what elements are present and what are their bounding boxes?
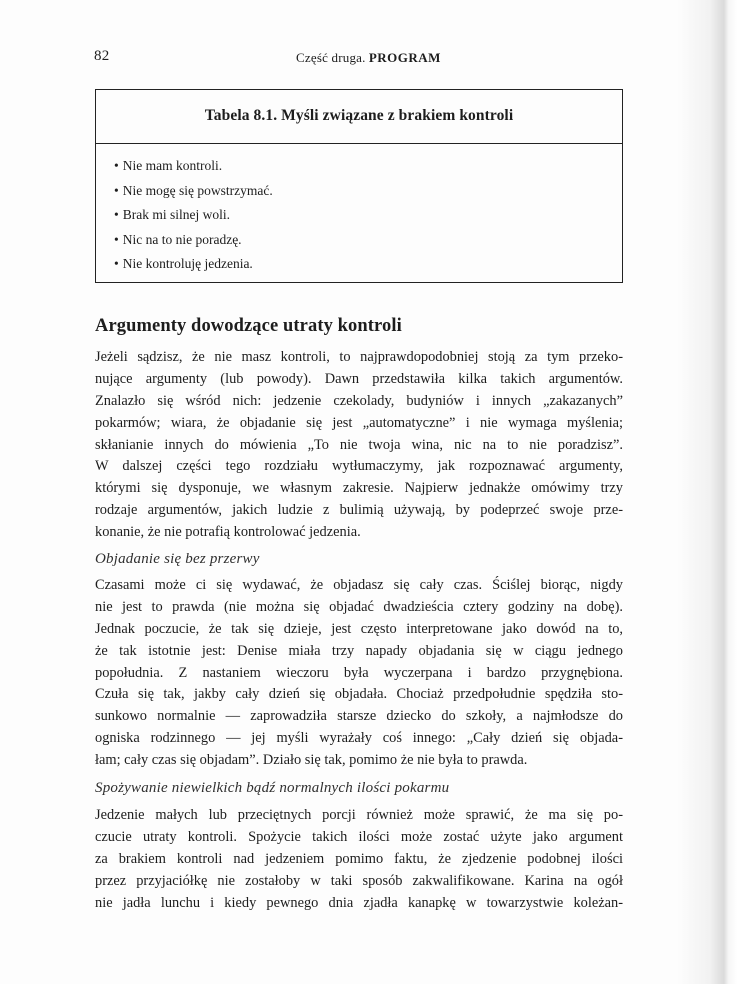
table-list-item: • Nic na to nie poradzę.	[114, 231, 242, 247]
table-caption: Tabela 8.1. Myśli związane z brakiem kontroli	[204, 107, 514, 124]
table-list	[114, 154, 273, 277]
subsection-heading: Objadanie się bez przerwy	[95, 551, 260, 567]
text-line: Znalazło się wśród nich: jedzenie czekolady, budyniów i innych „zakazanych”	[95, 392, 623, 409]
text-line: że tak istotnie jest: Denise miała trzy napady objadania się w ciągu jednego	[95, 642, 623, 659]
table-8-1	[95, 89, 623, 283]
text-line: rodzaje argumentów, jakich ludzie z bulimią używają, by podeprzeć swoje prze-	[95, 502, 623, 519]
text-line: skłanianie innych do mówienia „To nie twoja wina, nic na to nie poradzisz”.	[95, 436, 623, 453]
bullet-icon: •	[114, 207, 119, 222]
table-list-item: • Nie kontroluję jedzenia.	[114, 256, 253, 271]
text-line: nie jest to prawda (nie można się objadać dwadzieścia cztery godziny na dobę).	[95, 598, 623, 615]
running-head-title: PROGRAM	[368, 50, 441, 65]
bullet-icon: •	[114, 182, 119, 198]
table-list-item: • Nie mam kontroli.	[114, 158, 223, 173]
subsection-paragraph	[95, 575, 623, 772]
text-line: nujące argumenty (lub powody). Dawn przedstawiła kilka takich argumentów.	[95, 370, 623, 387]
text-line: przez przyjaciółkę nie zostałoby w taki sposób zakwalifikowane. Karina na ogół	[95, 872, 623, 889]
text-line: ogniska rodzinnego — jej myśli wyrażały coś innego: „Cały dzień się objada-	[95, 730, 623, 747]
running-head-part: Część druga.	[296, 50, 366, 65]
text-line: łam; cały czas się objadam”. Działo się tak, pomimo że nie była to prawda.	[95, 752, 528, 769]
table-list-item: • Brak mi silnej woli.	[114, 207, 230, 222]
subsection-heading: Spożywanie niewielkich bądź normalnych ilości pokarmu	[95, 780, 450, 796]
text-line: pokarmów; wiara, że objadanie się jest „automatyczne” i nie wymaga myślenia;	[95, 414, 623, 431]
text-line: czucie utraty kontroli. Spożycie takich ilości może zostać użyte jako argument	[95, 828, 623, 845]
text-line: Jednak poczucie, że tak się dzieje, jest często interpretowane jako dowód na to,	[95, 620, 623, 637]
text-line: za brakiem kontroli nad jedzeniem pomimo faktu, że zjedzenie podobnej ilości	[95, 850, 623, 867]
table-divider	[96, 143, 622, 144]
bullet-icon: •	[114, 256, 119, 271]
table-list-item: • Nie mogę się powstrzymać.	[114, 182, 273, 198]
text-line: Jedzenie małych lub przeciętnych porcji również może sprawić, że ma się po-	[95, 807, 623, 823]
subsection-paragraph	[95, 805, 623, 914]
text-line: Czuła się tak, jakby cały dzień się objadała. Chociaż przedpołudnie spędziła sto-	[95, 686, 623, 703]
text-line: nie jadła lunchu i kiedy pewnego dnia zjadła kanapkę w towarzystwie koleżan-	[95, 894, 623, 911]
page-number: 82	[94, 48, 110, 64]
section-paragraph	[95, 347, 623, 544]
section-heading: Argumenty dowodzące utraty kontroli	[95, 316, 402, 336]
running-head	[0, 50, 737, 66]
text-line: popołudnia. Z nastaniem wieczoru była wyczerpana i bardzo przygnębiona.	[95, 664, 623, 681]
text-line: Czasami może ci się wydawać, że objadasz się cały czas. Ściślej biorąc, nigdy	[95, 577, 623, 593]
text-line: Jeżeli sądzisz, że nie masz kontroli, to najprawdopodobniej stoją za tym przeko-	[95, 349, 623, 365]
text-line: W dalszej części tego rozdziału wytłumaczymy, jak rozpoznawać argumenty,	[95, 458, 623, 475]
binding-shadow	[677, 0, 737, 984]
text-line: konanie, że nie potrafią kontrolować jedzenia.	[95, 524, 361, 541]
text-line: którymi się dysponuje, we własnym zakresie. Najpierw jednakże omówimy trzy	[95, 480, 623, 497]
bullet-icon: •	[114, 231, 119, 247]
bullet-icon: •	[114, 158, 119, 173]
text-line: sunkowo normalnie — zaprowadziła starsze dziecko do szkoły, a najmłodsze do	[95, 708, 623, 725]
